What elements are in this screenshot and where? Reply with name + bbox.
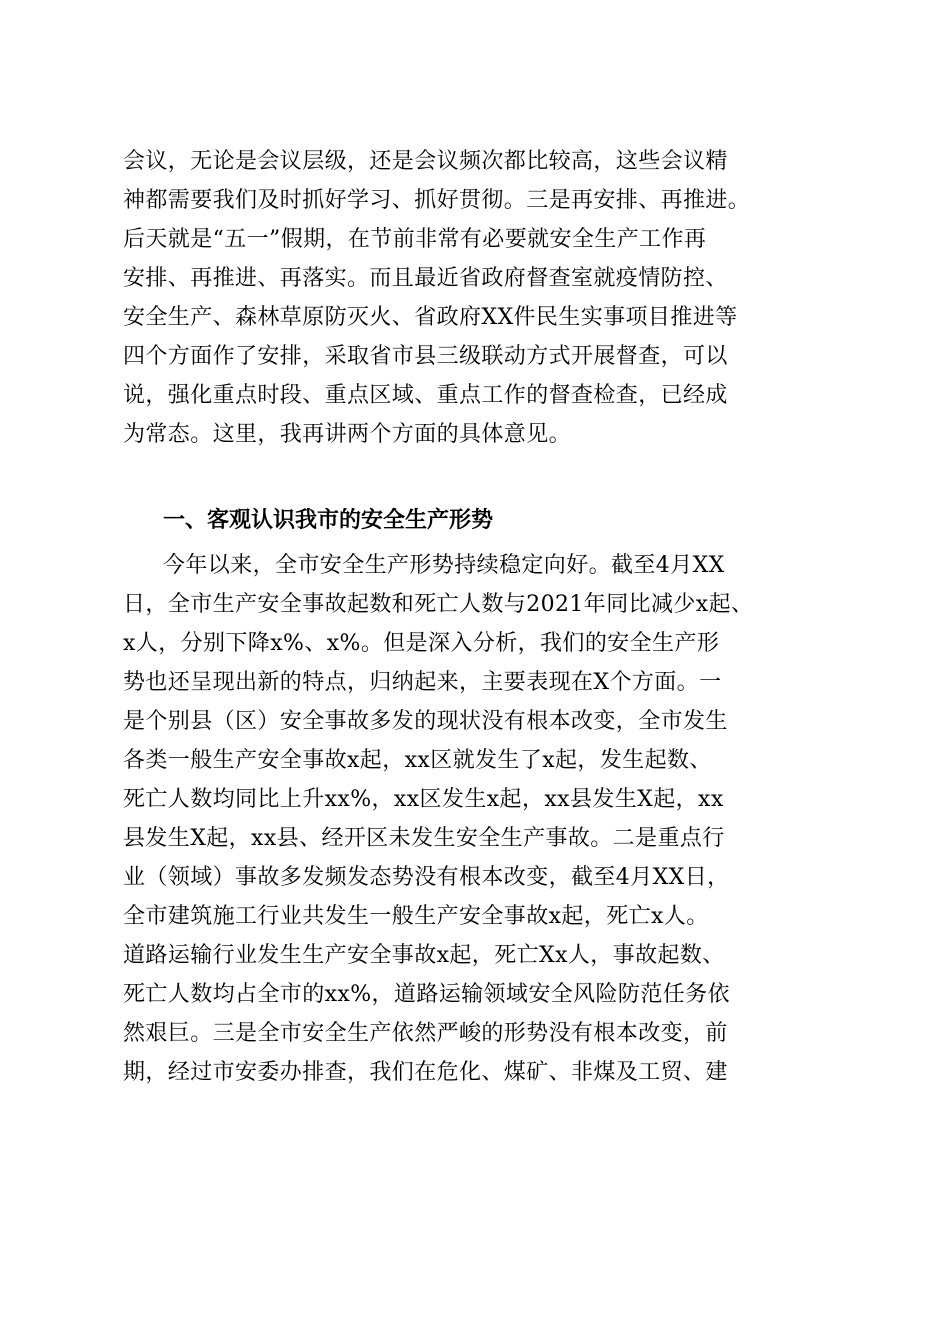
paragraph-line: 安排、再推进、再落实。而且最近省政府督查室就疫情防控、 — [123, 266, 728, 291]
section-heading-block — [123, 501, 828, 540]
paragraph-line: 后天就是“五一”假期，在节前非常有必要就安全生产工作再 — [123, 227, 707, 252]
paragraph-line: 各类一般生产安全事故x起，xx区就发生了x起，发生起数、 — [123, 748, 712, 773]
paragraph-line: 说，强化重点时段、重点区域、重点工作的督查检查，已经成 — [123, 383, 728, 408]
paragraph-line: 然艰巨。三是全市安全生产依然严峻的形势没有根本改变，前 — [123, 1021, 728, 1046]
paragraph-line: 四个方面作了安排，采取省市县三级联动方式开展督查，可以 — [123, 344, 728, 369]
paragraph-line: 死亡人数均占全市的xx%，道路运输领域安全风险防范任务依 — [123, 982, 730, 1007]
paragraph-line: 安全生产、森林草原防灭火、省政府XX件民生实事项目推进等 — [123, 305, 738, 330]
paragraph-line: 道路运输行业发生生产安全事故x起，死亡Xx人，事故起数、 — [123, 943, 725, 968]
paragraph-line: 业（领域）事故多发频发态势没有根本改变，截至4月XX日， — [123, 865, 730, 890]
paragraph-line: 今年以来，全市安全生产形势持续稳定向好。截至4月XX — [163, 553, 725, 578]
paragraph-line: 是个别县（区）安全事故多发的现状没有根本改变，全市发生 — [123, 709, 728, 734]
section-heading: 一、客观认识我市的安全生产形势 — [163, 508, 494, 533]
paragraph-2 — [123, 546, 828, 1092]
paragraph-line: 死亡人数均同比上升xx%，xx区发生x起，xx县发生X起，xx — [123, 787, 724, 812]
paragraph-line: 势也还呈现出新的特点，归纳起来，主要表现在X个方面。一 — [123, 670, 722, 695]
paragraph-line: 全市建筑施工行业共发生一般生产安全事故x起，死亡x人。 — [123, 904, 709, 929]
paragraph-line: x人，分别下降x%、x%。但是深入分析，我们的安全生产形 — [123, 631, 720, 656]
paragraph-line: 为常态。这里，我再讲两个方面的具体意见。 — [123, 422, 572, 447]
paragraph-line: 期，经过市安委办排查，我们在危化、煤矿、非煤及工贸、建 — [123, 1060, 728, 1085]
paragraph-line: 会议，无论是会议层级，还是会议频次都比较高，这些会议精 — [123, 149, 728, 174]
paragraph-line: 县发生X起，xx县、经开区未发生安全生产事故。二是重点行 — [123, 826, 725, 851]
paragraph-line: 神都需要我们及时抓好学习、抓好贯彻。三是再安排、再推进。 — [123, 188, 751, 213]
paragraph-1 — [123, 142, 828, 454]
paragraph-line: 日，全市生产安全事故起数和死亡人数与2021年同比减少x起、 — [123, 592, 754, 617]
